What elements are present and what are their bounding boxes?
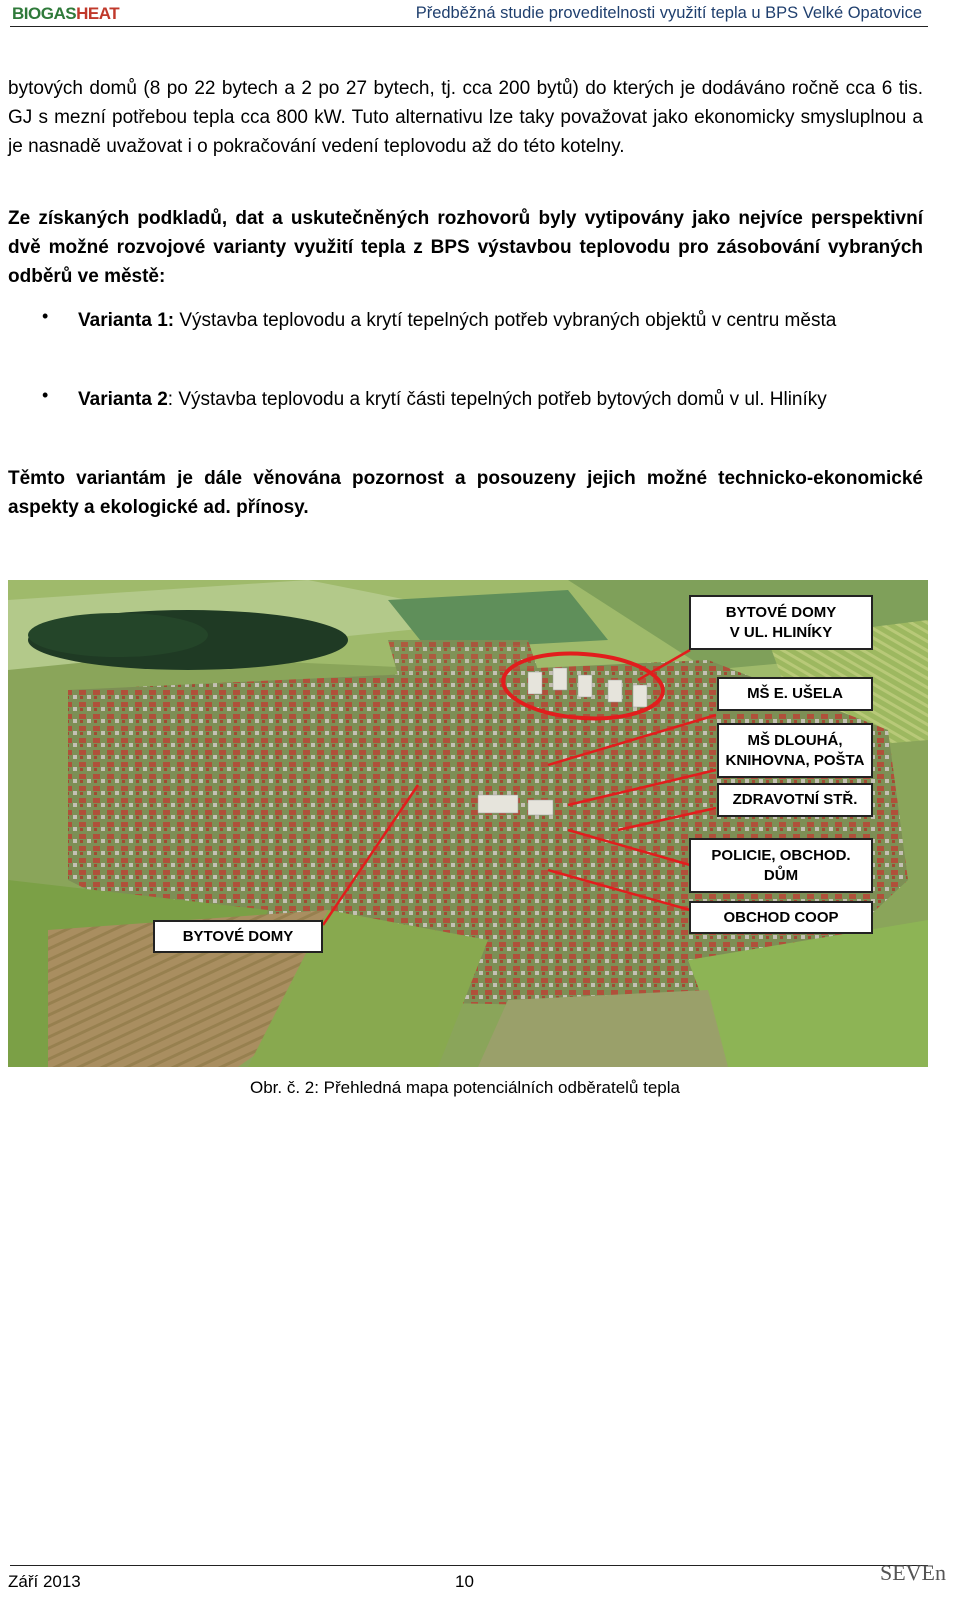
list-item-variant-1 <box>78 306 923 335</box>
variant-1-label: Varianta 1: <box>78 310 175 331</box>
label-ms-dlouha: MŠ DLOUHÁ, KNIHOVNA, POŠTA <box>717 723 873 778</box>
header-divider <box>10 26 928 27</box>
list-item-variant-2 <box>78 385 923 414</box>
label-bytove-domy-hliniky: BYTOVÉ DOMY V UL. HLINÍKY <box>689 595 873 650</box>
paragraph-variants-intro: Ze získaných podkladů, dat a uskutečněných rozhovorů byly vytipovány jako nejvíce perspektivní dvě možné rozvojové varianty využití tepla z BPS výstavbou teplovodu pro zásobování vybraných odběrů ve městě: <box>8 208 923 287</box>
figure-caption: Obr. č. 2: Přehledná mapa potenciálních odběratelů tepla <box>249 1078 680 1097</box>
footer-divider <box>10 1565 928 1566</box>
paragraph-intro: bytových domů (8 po 22 bytech a 2 po 27 bytech, tj. cca 200 bytů) do kterých je dodáváno ročně cca 6 tis. GJ s mezní potřebou tepla cca 800 kW. Tuto alternativu lze taky považovat jako ekonomicky smysluplnou a je nasnadě uvažovat i o pokračování vedení teplovodu až do této kotelny. <box>8 78 923 157</box>
label-bytove-domy: BYTOVÉ DOMY <box>153 920 323 953</box>
bullet-1: • <box>42 306 49 326</box>
footer-date: Září 2013 <box>8 1572 81 1591</box>
header-title: Předběžná studie proveditelnosti využití tepla u BPS Velké Opatovice <box>415 4 922 22</box>
seven-logo: SEVEn <box>880 1560 946 1585</box>
label-zdravotni-stredisko: ZDRAVOTNÍ STŘ. <box>717 783 873 817</box>
label-ms-usela: MŠ E. UŠELA <box>717 677 873 711</box>
variant-2-label: Varianta 2 <box>78 389 168 410</box>
label-obchod-coop: OBCHOD COOP <box>689 901 873 934</box>
variant-1-text: Výstavba teplovodu a krytí tepelných potřeb vybraných objektů v centru města <box>174 310 837 331</box>
page-number: 10 <box>455 1572 474 1591</box>
aerial-town-photo <box>8 580 928 1067</box>
aerial-photo-illustration <box>8 580 928 1067</box>
biogasheat-logo: BIOGASHEAT <box>12 4 120 23</box>
bullet-2: • <box>42 385 49 405</box>
variant-2-text: : Výstavba teplovodu a krytí části tepelných potřeb bytových domů v ul. Hliníky <box>167 389 827 410</box>
paragraph-conclusion: Těmto variantám je dále věnována pozornost a posouzeny jejich možné technicko-ekonomické aspekty a ekologické ad. přínosy. <box>8 468 923 518</box>
label-policie-obchodni-dum: POLICIE, OBCHOD. DŮM <box>689 838 873 893</box>
